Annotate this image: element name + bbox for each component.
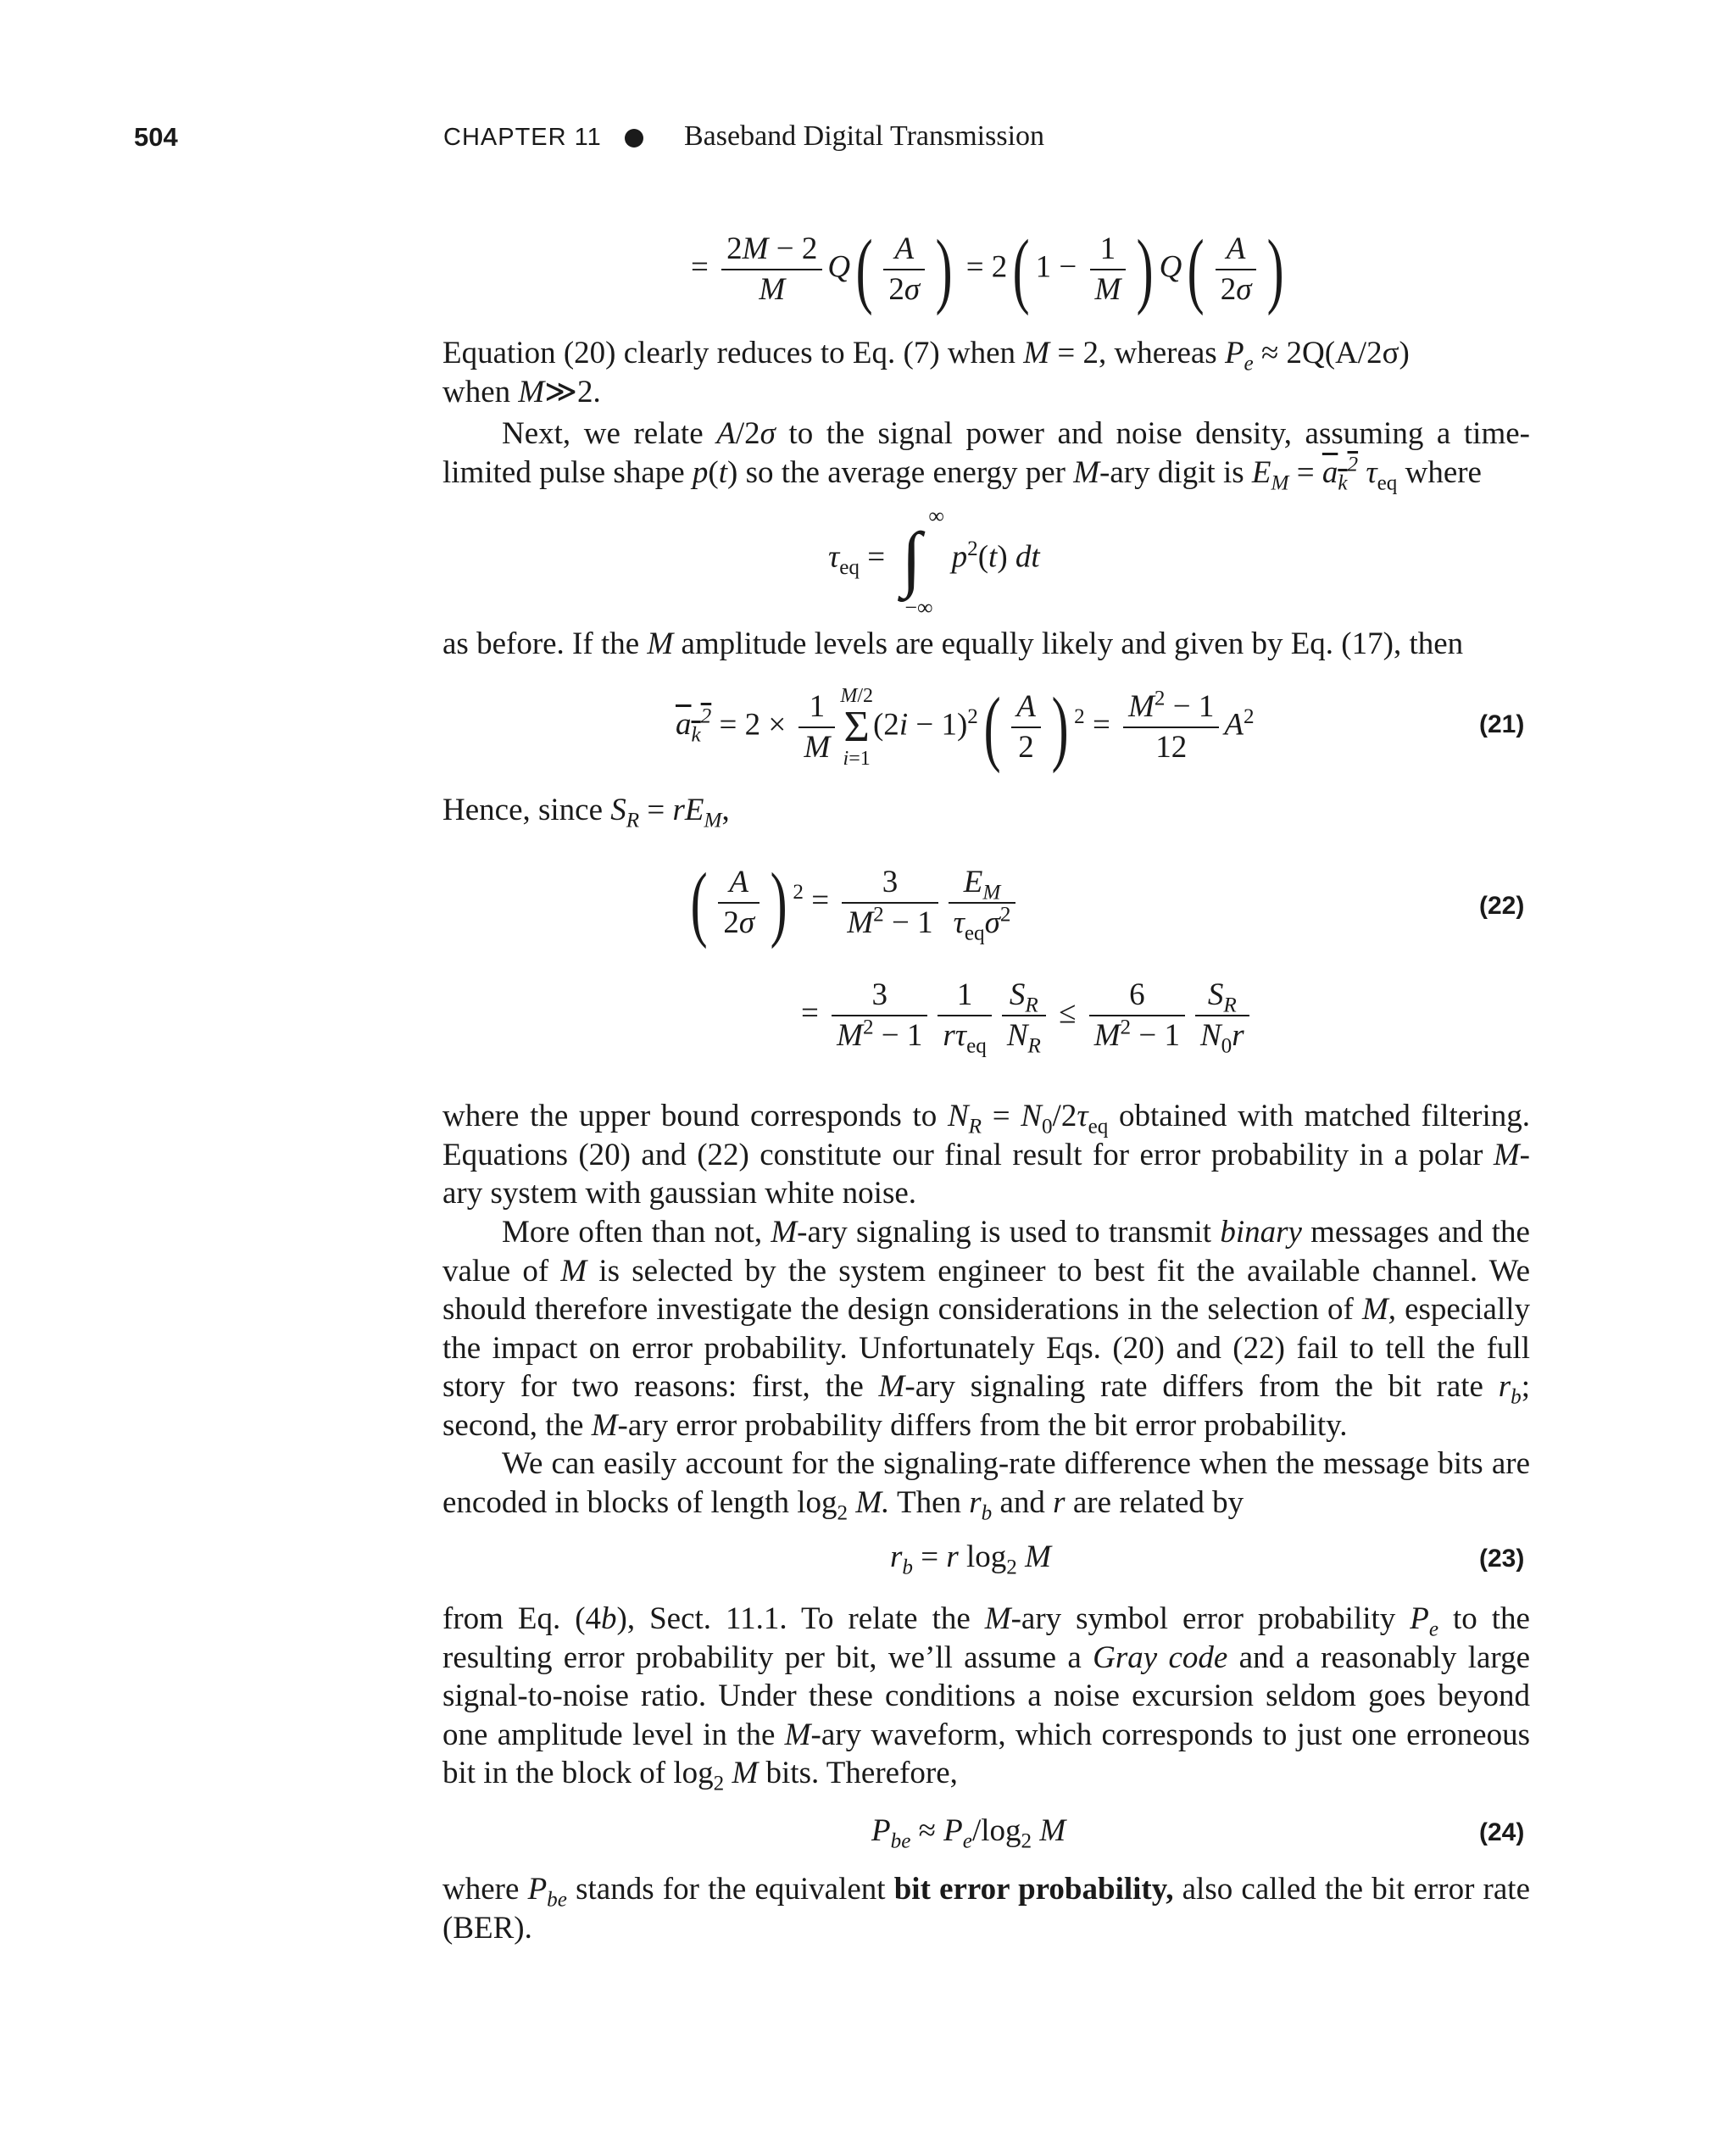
- equation-22-line-2: = $\frac{3}{M^2 - 1}$ $\frac{1}{r\tau_{eq}}$ $\frac{S_R}{N_R}$ ≤ $\frac{6}{M^2 - 1}$ $\frac{S_R}{N_0r}$: [801, 976, 1255, 1055]
- chapter-title: Baseband Digital Transmission: [684, 120, 1045, 152]
- equation-21: $a_k^2 = 2$ × $\frac{1}{M}$ M/2 Σ i=1 $(2i - 1)^2$( $\frac{A}{2}$ ) $^2$ = $\frac{M^2 - 1}{12}$ $A^2$: [676, 680, 1255, 774]
- paragraph-8: from Eq. (4b), Sect. 11.1. To relate the M-ary symbol error probability $P_e$ to the resulting error probability per bit, we’ll assume a Gray code and a reasonably large signal-to-noise ratio. Under these conditions a noise excursion seldom goes beyond one amplitude level in the M-ary waveform, which corresponds to just one erroneous bit in the block of $\log_2 M$ bits. Therefore,: [442, 1601, 1530, 1795]
- equation-number-22: (22): [1479, 892, 1525, 920]
- paragraph-5: where the upper bound corresponds to $N_R = N_0/2\tau_{eq}$ obtained with matched filtering. Equations (20) and (22) constitute our final result for error probability in a polar M-ary system with gaussian white noise.: [442, 1099, 1530, 1211]
- paragraph-3: as before. If the M amplitude levels are equally likely and given by Eq. (17), then: [442, 626, 1464, 661]
- equation-22-line-1: ( $\frac{A}{2\sigma}$ ) $^2$ = $\frac{3}{M^2 - 1}$ $\frac{E_M}{\tau_{eq}\sigma^2}$: [685, 860, 1021, 945]
- page-number: 504: [134, 122, 178, 152]
- equation-20-continuation: = $\frac{2M - 2}{M}$ Q( $\frac{A}{2\sigma}$ ) = 2( 1 − $\frac{1}{M}$ ) Q( $\frac{A}{2\sigma}$ ): [691, 222, 1285, 316]
- chapter-label: CHAPTER 11: [443, 124, 602, 151]
- header-bullet: [625, 129, 643, 148]
- equation-23: $r_b = r$ $\log_2 M$: [890, 1539, 1051, 1579]
- equation-number-23: (23): [1479, 1545, 1525, 1573]
- equation-24: $P_{be} \approx P_e/\log_2$ M: [871, 1813, 1066, 1853]
- paragraph-1: Equation (20) clearly reduces to Eq. (7) when M = 2, whereas $P_e \approx 2Q(A/2\sigma)$ when M≫2.: [442, 336, 1410, 409]
- paragraph-2: Next, we relate A/2σ to the signal power and noise density, assuming a time-limited pulse shape p(t) so the average energy per M-ary digit is $E_M = a_k^2$ $\tau_{eq}$ where: [442, 416, 1530, 494]
- paragraph-7: We can easily account for the signaling-rate difference when the message bits are encoded in blocks of length $\log_2 M$. Then $r_b$ and r are related by: [442, 1446, 1530, 1524]
- equation-tau-eq: $\tau_{eq}$ = ∞ ∫ −∞ $p^2(t)$ dt: [828, 504, 1040, 620]
- equation-number-21: (21): [1479, 710, 1525, 738]
- paragraph-4: Hence, since $S_R = rE_M$,: [442, 793, 730, 832]
- paragraph-9: where $P_{be}$ stands for the equivalent bit error probability, also called the bit error rate (BER).: [442, 1872, 1531, 1946]
- equation-number-24: (24): [1479, 1818, 1525, 1846]
- paragraph-6: More often than not, M-ary signaling is used to transmit binary messages and the value of M is selected by the system engineer to best fit the available channel. We should therefore investigate the design considerations in the selection of M, especially the impact on error probability. Unfortunately Eqs. (20) and (22) fail to tell the full story for two reasons: first, the M-ary signaling rate differs from the bit rate $r_b$; second, the M-ary error probability differs from the bit error probability.: [442, 1215, 1531, 1443]
